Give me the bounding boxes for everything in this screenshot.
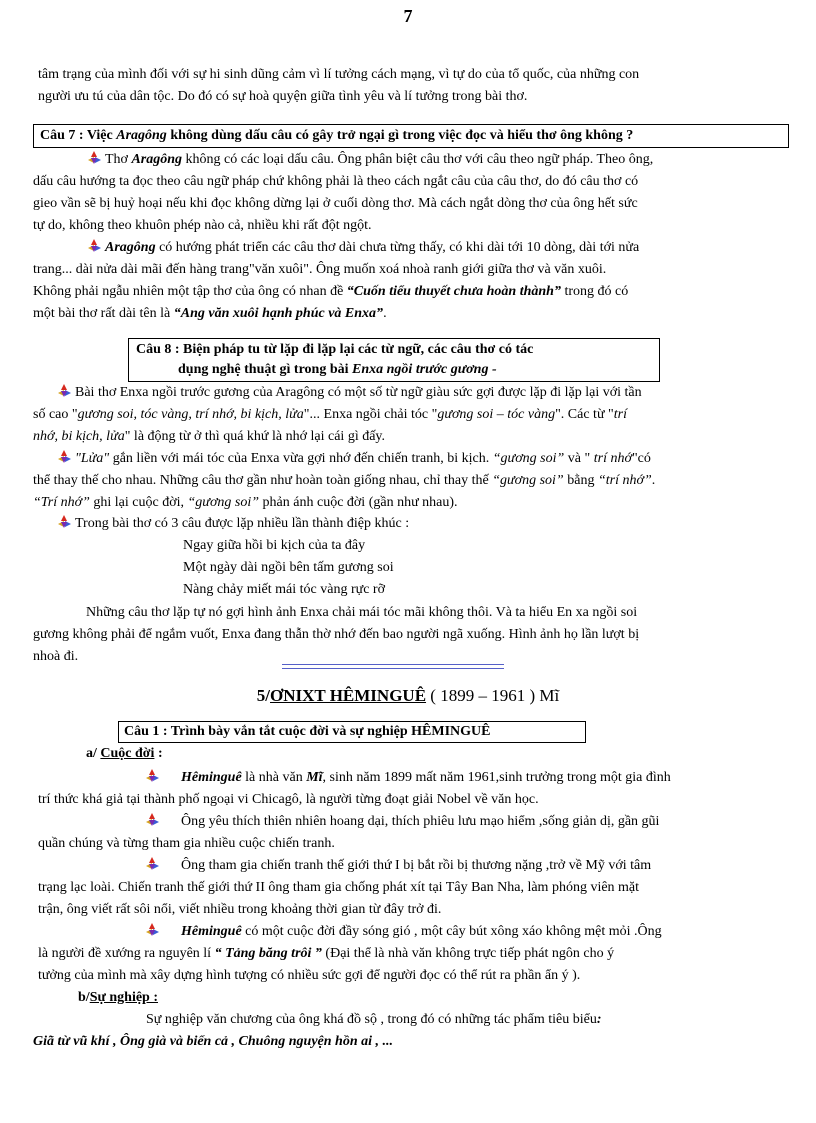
diamond-bullet-icon xyxy=(58,450,71,463)
life-para4-line1: Hêminguê có một cuộc đời đầy sóng gió , một cây bút xông xáo không mệt mỏi .Ông xyxy=(146,922,662,942)
works-list: Giã từ vũ khí , Ông già và biển cả , Chuông nguyện hồn ai , ... xyxy=(33,1034,394,1049)
q8-para-d-line1: Những câu thơ lặp tự nó gợi hình ảnh Enxa chải mái tóc mãi không thôi. Và ta hiểu En xa ngồi soi xyxy=(86,605,638,620)
question-8-heading-line1: Câu 8 : Biện pháp tu từ lặp đi lặp lại các từ ngữ, các câu thơ có tác xyxy=(136,342,534,357)
diamond-bullet-icon xyxy=(88,151,101,164)
q7-para2-line4: một bài thơ rất dài tên là “Ang văn xuôi hạnh phúc và Enxa”. xyxy=(33,306,387,321)
diamond-bullet-icon xyxy=(146,857,159,870)
diamond-bullet-icon xyxy=(146,769,159,782)
q8-para-d-line3: nhoà đi. xyxy=(33,649,79,664)
q7-para1-line4: tự do, không theo khuôn phép nào cả, nhiều khi rất đột ngột. xyxy=(33,218,372,233)
verse-line-2: Một ngày dài ngồi bên tấm gương soi xyxy=(183,560,394,575)
q8-para-d-line2: gương không phải để ngắm vuốt, Enxa đang thẫn thờ nhớ đến bao người ngã xuống. Hình ảnh họ lần lượt bị xyxy=(33,627,640,642)
q7-para2-line2: trang... dài nửa dài mãi đến hàng trang"văn xuôi". Ông muốn xoá nhoà ranh giới giữa thơ và văn xuôi. xyxy=(33,262,607,277)
question-1-heading: Câu 1 : Trình bày vắn tắt cuộc đời và sự nghiệp HÊMINGUÊ xyxy=(124,724,491,739)
life-para3-line1: Ông tham gia chiến tranh thế giới thứ I bị bắt rồi bị thương nặng ,trở về Mỹ với tâm xyxy=(146,856,651,876)
life-para2-line1: Ông yêu thích thiên nhiên hoang dại, thích phiêu lưu mạo hiểm ,sống giản dị, gần gũi xyxy=(146,812,659,832)
q7-para1-line1: Thơ Aragông không có các loại dấu câu. Ông phân biệt câu thơ với câu theo ngữ pháp. Theo ông, xyxy=(88,150,653,170)
q8-para-a-line3: nhớ, bi kịch, lửa" là động từ ở thì quá khứ là nhớ lại cái gì đấy. xyxy=(33,429,386,444)
q7-para2-line1: Aragông có hướng phát triển các câu thơ dài chưa từng thấy, có khi dài tới 10 dòng, dài tới nửa xyxy=(88,238,639,258)
verse-line-3: Nàng chảy miết mái tóc vàng rực rỡ xyxy=(183,582,385,597)
section-divider xyxy=(282,664,504,669)
q8-para-b-line2: thể thay thế cho nhau. Những câu thơ gần như hoàn toàn giống nhau, chỉ thay thế “gương soi” bằng “trí nhớ”. xyxy=(33,473,656,488)
q8-para-b-line1: "Lửa" gắn liền với mái tóc của Enxa vừa gợi nhớ đến chiến tranh, bi kịch. “gương soi” và " trí nhớ"có xyxy=(58,449,651,469)
question-8-heading-line2: dụng nghệ thuật gì trong bài Enxa ngồi trước gương - xyxy=(178,362,497,377)
section-5-heading: 5/ƠNIXT HÊMINGUÊ ( 1899 – 1961 ) Mĩ xyxy=(256,686,560,705)
q7-para1-line3: gieo vần sẽ bị huỷ hoại nếu khi đọc không dừng lại ở cuối dòng thơ. Mà cách ngắt dòng thơ của ông hết sức xyxy=(33,196,638,211)
life-para2-line2: quần chúng và từng tham gia nhiều cuộc chiến tranh. xyxy=(38,836,335,851)
q7-para2-line3: Không phải ngẫu nhiên một tập thơ của ông có nhan đề “Cuốn tiểu thuyết chưa hoàn thành” trong đó có xyxy=(33,284,629,299)
intro-line-2: người ưu tú của dân tộc. Do đó có sự hoà quyện giữa tình yêu và lí tưởng trong bài thơ. xyxy=(38,89,528,104)
diamond-bullet-icon xyxy=(88,239,101,252)
verse-line-1: Ngay giữa hồi bi kịch của ta đây xyxy=(183,538,366,553)
life-para1-line1: Hêminguê là nhà văn Mĩ, sinh năm 1899 mất năm 1961,sinh trưởng trong một gia đình xyxy=(146,768,671,788)
life-para4-line3: tưởng của mình mà xây dựng hình tượng có nhiều sức gợi để người đọc có thể rút ra phần ẩn ý ). xyxy=(38,968,581,983)
diamond-bullet-icon xyxy=(146,923,159,936)
q8-para-a-line1: Bài thơ Enxa ngồi trước gương của Aragông có một số từ ngữ giàu sức gợi được lặp đi lặp lại với tần xyxy=(58,383,642,403)
diamond-bullet-icon xyxy=(58,384,71,397)
career-subheading: b/Sự nghiệp : xyxy=(78,990,158,1005)
life-subheading: a/ Cuộc đời : xyxy=(86,746,163,761)
q7-para1-line2: dấu câu hướng ta đọc theo câu ngữ pháp chứ không phải là theo cách ngắt câu của câu thơ, do đó câu thơ có xyxy=(33,174,639,189)
page-number: 7 xyxy=(403,6,413,26)
diamond-bullet-icon xyxy=(58,515,71,528)
question-7-heading: Câu 7 : Việc Aragông không dùng dấu câu có gây trở ngại gì trong việc đọc và hiểu thơ ông không ? xyxy=(40,128,634,143)
q8-para-b-line3: “Trí nhớ” ghi lại cuộc đời, “gương soi” phản ánh cuộc đời (gần như nhau). xyxy=(33,495,458,510)
intro-line-1: tâm trạng của mình đối với sự hi sinh dũng cảm vì lí tưởng cách mạng, vì tự do của tổ quốc, của những con xyxy=(38,67,640,82)
career-line1: Sự nghiệp văn chương của ông khá đồ sộ , trong đó có những tác phẩm tiêu biểu: xyxy=(146,1012,602,1027)
q8-para-a-line2: số cao "gương soi, tóc vàng, trí nhớ, bi kịch, lửa"... Enxa ngồi chải tóc "gương soi – tóc vàng". Các từ "trí xyxy=(33,407,627,422)
diamond-bullet-icon xyxy=(146,813,159,826)
life-para4-line2: là người đề xướng ra nguyên lí “ Tảng băng trôi ” (Đại thể là nhà văn không trực tiếp phát ngôn cho ý xyxy=(38,946,615,961)
life-para3-line2: trạng lạc loài. Chiến tranh thế giới thứ II ông tham gia chống phát xít tại Tây Ban Nha, làm phóng viên mặt xyxy=(38,880,640,895)
life-para1-line2: trí thức khá giả tại thành phố ngoại vi Chicagô, là người từng đoạt giải Nobel về văn học. xyxy=(38,792,539,807)
life-para3-line3: trận, ông viết rất sôi nổi, viết nhiều trong khoảng thời gian từ đây trở đi. xyxy=(38,902,442,917)
q8-para-c-line1: Trong bài thơ có 3 câu được lặp nhiều lần thành điệp khúc : xyxy=(58,514,409,534)
